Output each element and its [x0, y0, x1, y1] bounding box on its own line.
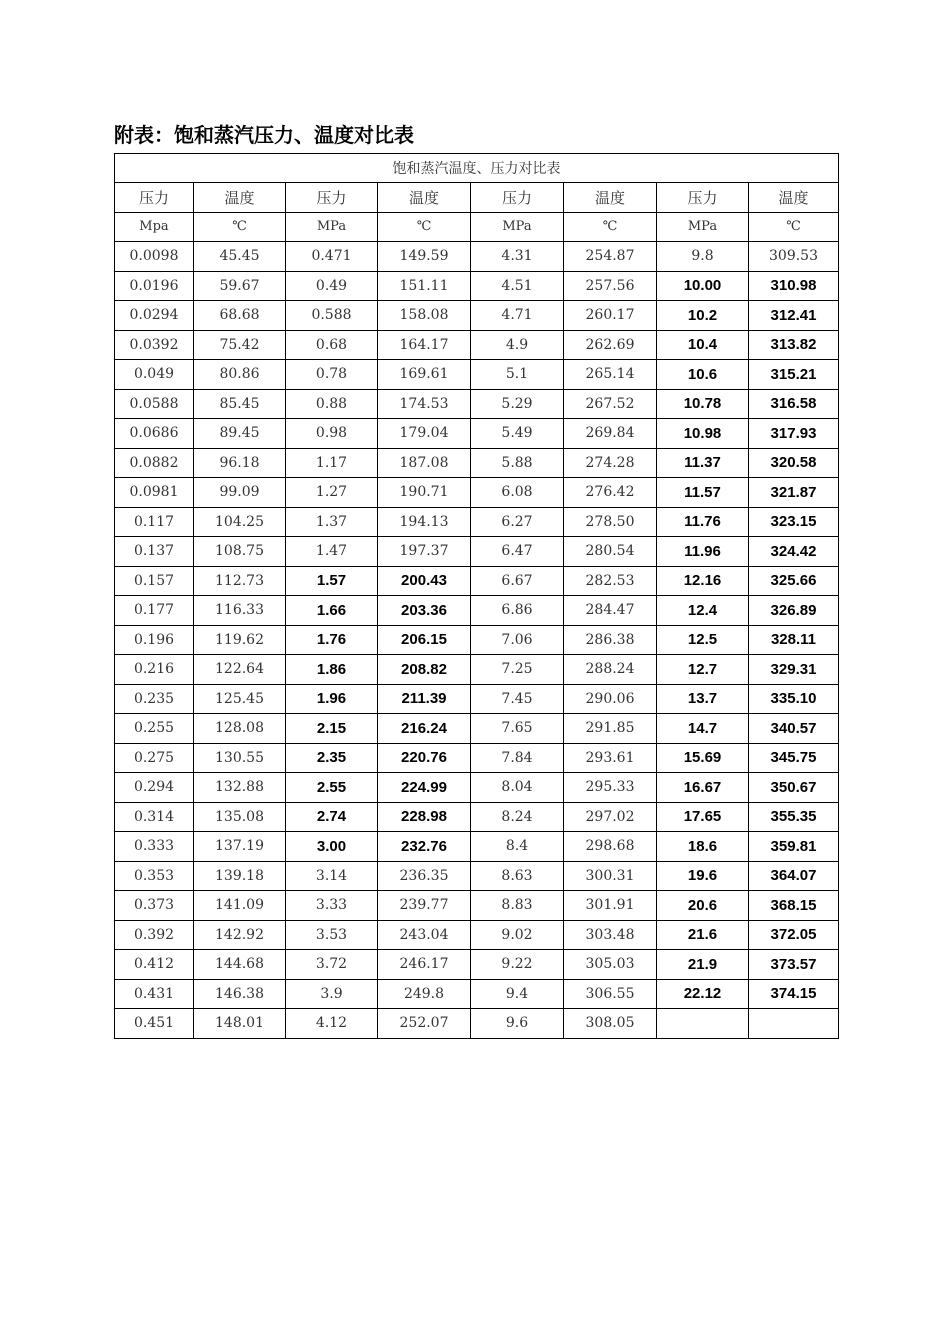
- temperature-cell: 220.76: [378, 743, 471, 773]
- table-row: [115, 448, 839, 478]
- temperature-cell: 228.98: [378, 802, 471, 832]
- temperature-cell: 236.35: [378, 861, 471, 891]
- pressure-cell: 8.04: [471, 773, 564, 803]
- temperature-cell: 374.15: [749, 979, 839, 1009]
- temperature-cell: 316.58: [749, 389, 839, 419]
- unit-pressure: MPa: [471, 212, 564, 242]
- pressure-cell: 1.47: [286, 537, 378, 567]
- temperature-cell: 158.08: [378, 301, 471, 331]
- pressure-cell: 2.55: [286, 773, 378, 803]
- pressure-cell: 0.431: [115, 979, 194, 1009]
- temperature-cell: 137.19: [194, 832, 286, 862]
- unit-pressure: MPa: [657, 212, 749, 242]
- pressure-cell: 10.00: [657, 271, 749, 301]
- pressure-cell: 0.392: [115, 920, 194, 950]
- temperature-cell: 112.73: [194, 566, 286, 596]
- table-row: [115, 979, 839, 1009]
- pressure-cell: 0.471: [286, 242, 378, 272]
- pressure-cell: 8.63: [471, 861, 564, 891]
- temperature-cell: 293.61: [564, 743, 657, 773]
- pressure-cell: 18.6: [657, 832, 749, 862]
- unit-pressure: Mpa: [115, 212, 194, 242]
- temperature-cell: 269.84: [564, 419, 657, 449]
- pressure-cell: 7.25: [471, 655, 564, 685]
- pressure-cell: 1.96: [286, 684, 378, 714]
- temperature-cell: 130.55: [194, 743, 286, 773]
- column-header-pressure: 压力: [471, 183, 564, 213]
- pressure-cell: 13.7: [657, 684, 749, 714]
- temperature-cell: 144.68: [194, 950, 286, 980]
- temperature-cell: 135.08: [194, 802, 286, 832]
- pressure-cell: 0.353: [115, 861, 194, 891]
- column-header-temperature: 温度: [194, 183, 286, 213]
- pressure-cell: 6.86: [471, 596, 564, 626]
- pressure-cell: 0.78: [286, 360, 378, 390]
- temperature-cell: 276.42: [564, 478, 657, 508]
- temperature-cell: 128.08: [194, 714, 286, 744]
- unit-pressure: MPa: [286, 212, 378, 242]
- pressure-cell: 0.314: [115, 802, 194, 832]
- table-row: [115, 920, 839, 950]
- temperature-cell: 321.87: [749, 478, 839, 508]
- temperature-cell: 335.10: [749, 684, 839, 714]
- temperature-cell: 45.45: [194, 242, 286, 272]
- pressure-cell: 14.7: [657, 714, 749, 744]
- pressure-cell: 1.57: [286, 566, 378, 596]
- temperature-cell: 89.45: [194, 419, 286, 449]
- table-row: [115, 596, 839, 626]
- pressure-cell: 3.72: [286, 950, 378, 980]
- pressure-cell: 15.69: [657, 743, 749, 773]
- column-header-temperature: 温度: [378, 183, 471, 213]
- temperature-cell: 267.52: [564, 389, 657, 419]
- table-row: [115, 832, 839, 862]
- pressure-cell: 0.49: [286, 271, 378, 301]
- table-row: [115, 537, 839, 567]
- temperature-cell: 68.68: [194, 301, 286, 331]
- temperature-cell: 119.62: [194, 625, 286, 655]
- table-row: [115, 566, 839, 596]
- pressure-cell: 2.15: [286, 714, 378, 744]
- temperature-cell: 142.92: [194, 920, 286, 950]
- temperature-cell: 310.98: [749, 271, 839, 301]
- table-row: [115, 773, 839, 803]
- temperature-cell: 99.09: [194, 478, 286, 508]
- temperature-cell: 308.05: [564, 1009, 657, 1039]
- temperature-cell: 309.53: [749, 242, 839, 272]
- pressure-cell: 19.6: [657, 861, 749, 891]
- temperature-cell: 359.81: [749, 832, 839, 862]
- table-caption: 饱和蒸汽温度、压力对比表: [115, 154, 839, 183]
- pressure-cell: 21.9: [657, 950, 749, 980]
- pressure-cell: 2.35: [286, 743, 378, 773]
- temperature-cell: 194.13: [378, 507, 471, 537]
- pressure-cell: 0.373: [115, 891, 194, 921]
- pressure-cell: [657, 1009, 749, 1039]
- table-row: [115, 360, 839, 390]
- temperature-cell: 315.21: [749, 360, 839, 390]
- temperature-cell: 239.77: [378, 891, 471, 921]
- pressure-cell: 3.33: [286, 891, 378, 921]
- pressure-cell: 11.57: [657, 478, 749, 508]
- pressure-cell: 0.0588: [115, 389, 194, 419]
- pressure-cell: 12.16: [657, 566, 749, 596]
- temperature-cell: 323.15: [749, 507, 839, 537]
- pressure-cell: 4.12: [286, 1009, 378, 1039]
- temperature-cell: 368.15: [749, 891, 839, 921]
- column-header-pressure: 压力: [286, 183, 378, 213]
- temperature-cell: 350.67: [749, 773, 839, 803]
- table-row: [115, 507, 839, 537]
- pressure-cell: 12.7: [657, 655, 749, 685]
- pressure-cell: 1.86: [286, 655, 378, 685]
- temperature-cell: 132.88: [194, 773, 286, 803]
- temperature-cell: 148.01: [194, 1009, 286, 1039]
- temperature-cell: 104.25: [194, 507, 286, 537]
- pressure-cell: 0.049: [115, 360, 194, 390]
- pressure-cell: 7.06: [471, 625, 564, 655]
- pressure-cell: 7.45: [471, 684, 564, 714]
- temperature-cell: 116.33: [194, 596, 286, 626]
- pressure-cell: 3.14: [286, 861, 378, 891]
- pressure-cell: 1.17: [286, 448, 378, 478]
- table-row: [115, 419, 839, 449]
- pressure-cell: 0.588: [286, 301, 378, 331]
- pressure-cell: 9.6: [471, 1009, 564, 1039]
- pressure-cell: 9.4: [471, 979, 564, 1009]
- temperature-cell: [749, 1009, 839, 1039]
- pressure-cell: 0.412: [115, 950, 194, 980]
- table-row: [115, 891, 839, 921]
- document-title: 附表：饱和蒸汽压力、温度对比表: [114, 123, 414, 147]
- table-row: [115, 625, 839, 655]
- temperature-cell: 125.45: [194, 684, 286, 714]
- pressure-cell: 5.1: [471, 360, 564, 390]
- pressure-cell: 17.65: [657, 802, 749, 832]
- pressure-cell: 0.0196: [115, 271, 194, 301]
- temperature-cell: 297.02: [564, 802, 657, 832]
- pressure-cell: 3.9: [286, 979, 378, 1009]
- pressure-cell: 4.71: [471, 301, 564, 331]
- temperature-cell: 286.38: [564, 625, 657, 655]
- temperature-cell: 206.15: [378, 625, 471, 655]
- pressure-cell: 0.333: [115, 832, 194, 862]
- temperature-cell: 75.42: [194, 330, 286, 360]
- pressure-cell: 8.83: [471, 891, 564, 921]
- unit-temperature: ℃: [564, 212, 657, 242]
- table-row: [115, 743, 839, 773]
- pressure-cell: 1.37: [286, 507, 378, 537]
- temperature-cell: 295.33: [564, 773, 657, 803]
- table-row: [115, 861, 839, 891]
- temperature-cell: 282.53: [564, 566, 657, 596]
- temperature-cell: 80.86: [194, 360, 286, 390]
- table-row: [115, 271, 839, 301]
- temperature-cell: 190.71: [378, 478, 471, 508]
- temperature-cell: 249.8: [378, 979, 471, 1009]
- table-row: [115, 389, 839, 419]
- pressure-cell: 0.0294: [115, 301, 194, 331]
- column-header-temperature: 温度: [749, 183, 839, 213]
- temperature-cell: 303.48: [564, 920, 657, 950]
- pressure-cell: 0.68: [286, 330, 378, 360]
- temperature-cell: 355.35: [749, 802, 839, 832]
- pressure-cell: 3.53: [286, 920, 378, 950]
- temperature-cell: 325.66: [749, 566, 839, 596]
- pressure-cell: 12.4: [657, 596, 749, 626]
- pressure-cell: 5.88: [471, 448, 564, 478]
- pressure-cell: 1.76: [286, 625, 378, 655]
- temperature-cell: 257.56: [564, 271, 657, 301]
- temperature-cell: 174.53: [378, 389, 471, 419]
- temperature-cell: 85.45: [194, 389, 286, 419]
- pressure-cell: 0.157: [115, 566, 194, 596]
- pressure-cell: 21.6: [657, 920, 749, 950]
- pressure-cell: 16.67: [657, 773, 749, 803]
- temperature-cell: 139.18: [194, 861, 286, 891]
- table-row: [115, 684, 839, 714]
- pressure-cell: 1.27: [286, 478, 378, 508]
- temperature-cell: 345.75: [749, 743, 839, 773]
- table-row: [115, 802, 839, 832]
- pressure-cell: 0.98: [286, 419, 378, 449]
- temperature-cell: 252.07: [378, 1009, 471, 1039]
- pressure-cell: 1.66: [286, 596, 378, 626]
- temperature-cell: 262.69: [564, 330, 657, 360]
- temperature-cell: 312.41: [749, 301, 839, 331]
- table-row: [115, 242, 839, 272]
- pressure-cell: 10.6: [657, 360, 749, 390]
- temperature-cell: 290.06: [564, 684, 657, 714]
- pressure-cell: 0.88: [286, 389, 378, 419]
- temperature-cell: 317.93: [749, 419, 839, 449]
- steam-pressure-temperature-table: [114, 153, 839, 1039]
- temperature-cell: 372.05: [749, 920, 839, 950]
- temperature-cell: 278.50: [564, 507, 657, 537]
- pressure-cell: 0.294: [115, 773, 194, 803]
- table-header-row: [115, 183, 839, 213]
- pressure-cell: 2.74: [286, 802, 378, 832]
- pressure-cell: 8.4: [471, 832, 564, 862]
- temperature-cell: 108.75: [194, 537, 286, 567]
- pressure-cell: 6.47: [471, 537, 564, 567]
- temperature-cell: 301.91: [564, 891, 657, 921]
- temperature-cell: 313.82: [749, 330, 839, 360]
- unit-temperature: ℃: [194, 212, 286, 242]
- temperature-cell: 179.04: [378, 419, 471, 449]
- pressure-cell: 5.49: [471, 419, 564, 449]
- pressure-cell: 10.78: [657, 389, 749, 419]
- pressure-cell: 0.275: [115, 743, 194, 773]
- pressure-cell: 9.02: [471, 920, 564, 950]
- temperature-cell: 328.11: [749, 625, 839, 655]
- temperature-cell: 274.28: [564, 448, 657, 478]
- table-row: [115, 1009, 839, 1039]
- pressure-cell: 9.8: [657, 242, 749, 272]
- pressure-cell: 7.84: [471, 743, 564, 773]
- temperature-cell: 211.39: [378, 684, 471, 714]
- pressure-cell: 11.37: [657, 448, 749, 478]
- temperature-cell: 329.31: [749, 655, 839, 685]
- temperature-cell: 364.07: [749, 861, 839, 891]
- pressure-cell: 10.4: [657, 330, 749, 360]
- temperature-cell: 141.09: [194, 891, 286, 921]
- temperature-cell: 246.17: [378, 950, 471, 980]
- temperature-cell: 305.03: [564, 950, 657, 980]
- pressure-cell: 0.216: [115, 655, 194, 685]
- temperature-cell: 320.58: [749, 448, 839, 478]
- temperature-cell: 200.43: [378, 566, 471, 596]
- temperature-cell: 122.64: [194, 655, 286, 685]
- unit-temperature: ℃: [378, 212, 471, 242]
- table-row: [115, 714, 839, 744]
- temperature-cell: 216.24: [378, 714, 471, 744]
- table-caption-row: [115, 154, 839, 183]
- table-row: [115, 950, 839, 980]
- pressure-cell: 0.0392: [115, 330, 194, 360]
- pressure-cell: 8.24: [471, 802, 564, 832]
- temperature-cell: 260.17: [564, 301, 657, 331]
- pressure-cell: 20.6: [657, 891, 749, 921]
- temperature-cell: 265.14: [564, 360, 657, 390]
- pressure-cell: 7.65: [471, 714, 564, 744]
- temperature-cell: 243.04: [378, 920, 471, 950]
- temperature-cell: 298.68: [564, 832, 657, 862]
- temperature-cell: 284.47: [564, 596, 657, 626]
- pressure-cell: 0.235: [115, 684, 194, 714]
- table-row: [115, 478, 839, 508]
- pressure-cell: 0.451: [115, 1009, 194, 1039]
- table-row: [115, 330, 839, 360]
- pressure-cell: 4.51: [471, 271, 564, 301]
- temperature-cell: 326.89: [749, 596, 839, 626]
- pressure-cell: 0.117: [115, 507, 194, 537]
- table-row: [115, 655, 839, 685]
- temperature-cell: 300.31: [564, 861, 657, 891]
- temperature-cell: 340.57: [749, 714, 839, 744]
- temperature-cell: 96.18: [194, 448, 286, 478]
- temperature-cell: 187.08: [378, 448, 471, 478]
- temperature-cell: 149.59: [378, 242, 471, 272]
- temperature-cell: 203.36: [378, 596, 471, 626]
- temperature-cell: 197.37: [378, 537, 471, 567]
- pressure-cell: 3.00: [286, 832, 378, 862]
- temperature-cell: 306.55: [564, 979, 657, 1009]
- table-units-row: [115, 212, 839, 242]
- pressure-cell: 0.0882: [115, 448, 194, 478]
- temperature-cell: 280.54: [564, 537, 657, 567]
- pressure-cell: 11.96: [657, 537, 749, 567]
- pressure-cell: 5.29: [471, 389, 564, 419]
- pressure-cell: 0.0098: [115, 242, 194, 272]
- pressure-cell: 6.27: [471, 507, 564, 537]
- temperature-cell: 373.57: [749, 950, 839, 980]
- temperature-cell: 59.67: [194, 271, 286, 301]
- temperature-cell: 164.17: [378, 330, 471, 360]
- pressure-cell: 6.67: [471, 566, 564, 596]
- pressure-cell: 9.22: [471, 950, 564, 980]
- unit-temperature: ℃: [749, 212, 839, 242]
- pressure-cell: 0.0981: [115, 478, 194, 508]
- column-header-temperature: 温度: [564, 183, 657, 213]
- pressure-cell: 0.196: [115, 625, 194, 655]
- table-row: [115, 301, 839, 331]
- temperature-cell: 151.11: [378, 271, 471, 301]
- pressure-cell: 4.31: [471, 242, 564, 272]
- pressure-cell: 0.137: [115, 537, 194, 567]
- temperature-cell: 324.42: [749, 537, 839, 567]
- temperature-cell: 169.61: [378, 360, 471, 390]
- pressure-cell: 10.2: [657, 301, 749, 331]
- pressure-cell: 22.12: [657, 979, 749, 1009]
- temperature-cell: 224.99: [378, 773, 471, 803]
- pressure-cell: 11.76: [657, 507, 749, 537]
- pressure-cell: 0.177: [115, 596, 194, 626]
- temperature-cell: 146.38: [194, 979, 286, 1009]
- pressure-cell: 0.255: [115, 714, 194, 744]
- temperature-cell: 291.85: [564, 714, 657, 744]
- temperature-cell: 288.24: [564, 655, 657, 685]
- column-header-pressure: 压力: [115, 183, 194, 213]
- temperature-cell: 254.87: [564, 242, 657, 272]
- pressure-cell: 4.9: [471, 330, 564, 360]
- temperature-cell: 208.82: [378, 655, 471, 685]
- column-header-pressure: 压力: [657, 183, 749, 213]
- pressure-cell: 6.08: [471, 478, 564, 508]
- pressure-cell: 0.0686: [115, 419, 194, 449]
- temperature-cell: 232.76: [378, 832, 471, 862]
- pressure-cell: 10.98: [657, 419, 749, 449]
- pressure-cell: 12.5: [657, 625, 749, 655]
